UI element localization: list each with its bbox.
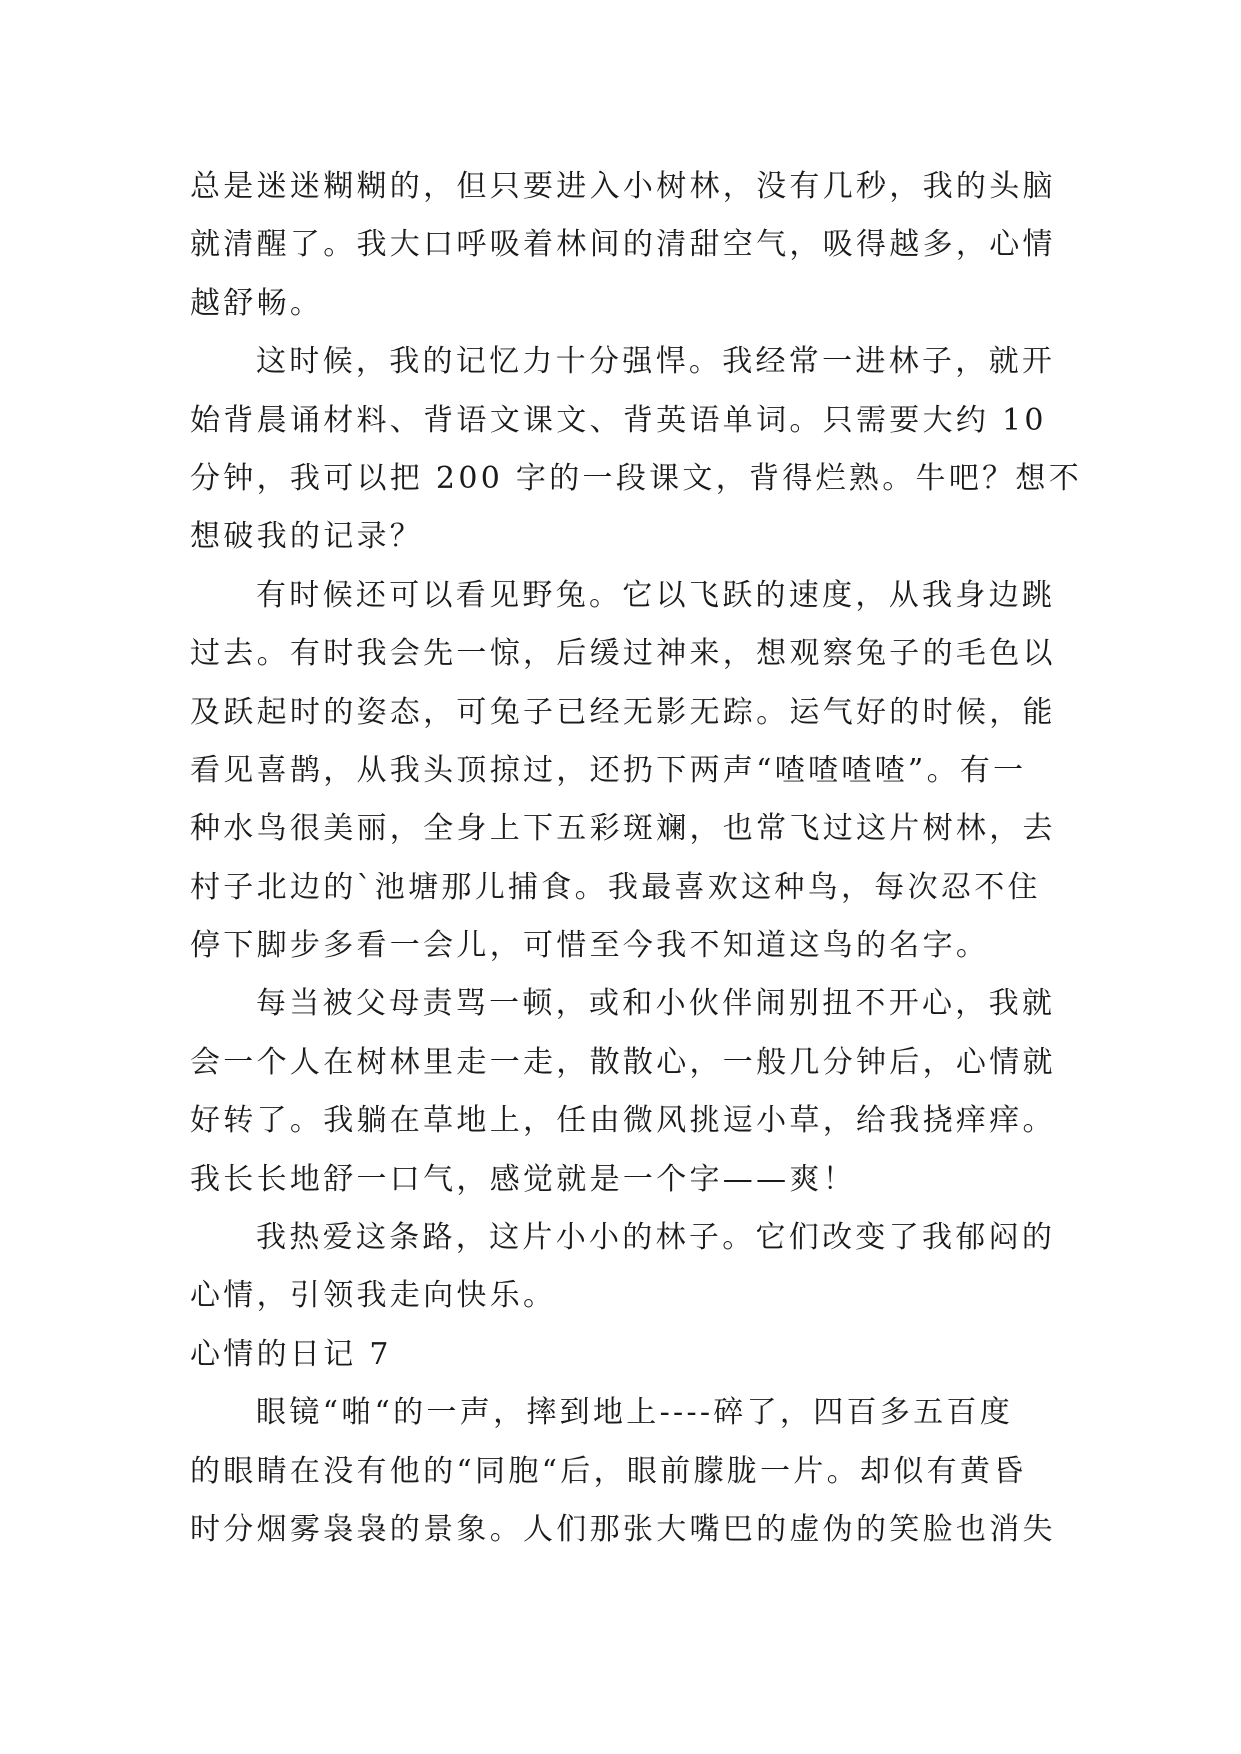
paragraph-first-line: 每当被父母责骂一顿，或和小伙伴闹别扭不开心，我就	[256, 986, 1056, 1022]
text-line: 分钟，我可以把 200 字的一段课文，背得烂熟。牛吧？想不	[190, 460, 1083, 496]
text-line: 始背晨诵材料、背语文课文、背英语单词。只需要大约 10	[190, 402, 1047, 438]
paragraph-first-line: 这时候，我的记忆力十分强悍。我经常一进林子，就开	[256, 344, 1056, 380]
text-line: 就清醒了。我大口呼吸着林间的清甜空气，吸得越多，心情	[190, 227, 1056, 263]
text-line: 心情，引领我走向快乐。	[190, 1278, 557, 1314]
text-line: 好转了。我躺在草地上，任由微风挑逗小草，给我挠痒痒。	[190, 1103, 1056, 1139]
text-line: 及跃起时的姿态，可兔子已经无影无踪。运气好的时候，能	[190, 694, 1056, 730]
text-line: 过去。有时我会先一惊，后缓过神来，想观察兔子的毛色以	[190, 636, 1056, 672]
paragraph-first-line: 我热爱这条路，这片小小的林子。它们改变了我郁闷的	[256, 1220, 1056, 1256]
paragraph-first-line: 眼镜“啪“的一声，摔到地上----碎了，四百多五百度	[256, 1395, 1014, 1431]
document-page	[190, 158, 1083, 1559]
text-line: 的眼睛在没有他的“同胞“后，眼前朦胧一片。却似有黄昏	[190, 1453, 1027, 1489]
text-line: 越舒畅。	[190, 285, 324, 321]
text-line: 想破我的记录？	[190, 519, 424, 555]
text-line: 会一个人在树林里走一走，散散心，一般几分钟后，心情就	[190, 1044, 1056, 1080]
text-line: 总是迷迷糊糊的，但只要进入小树林，没有几秒，我的头脑	[190, 169, 1056, 204]
text-line: 种水鸟很美丽，全身上下五彩斑斓，也常飞过这片树林，去	[190, 811, 1056, 847]
text-line: 停下脚步多看一会儿，可惜至今我不知道这鸟的名字。	[190, 928, 990, 964]
section-heading: 心情的日记 7	[190, 1336, 392, 1372]
text-line: 我长长地舒一口气，感觉就是一个字——爽！	[190, 1161, 856, 1197]
paragraph-first-line: 有时候还可以看见野兔。它以飞跃的速度，从我身边跳	[256, 577, 1056, 613]
text-line: 村子北边的`池塘那儿捕食。我最喜欢这种鸟，每次忍不住	[190, 869, 1041, 905]
text-line: 看见喜鹊，从我头顶掠过，还扔下两声“喳喳喳喳”。有一	[190, 752, 1027, 788]
text-line: 时分烟雾袅袅的景象。人们那张大嘴巴的虚伪的笑脸也消失	[190, 1511, 1056, 1547]
